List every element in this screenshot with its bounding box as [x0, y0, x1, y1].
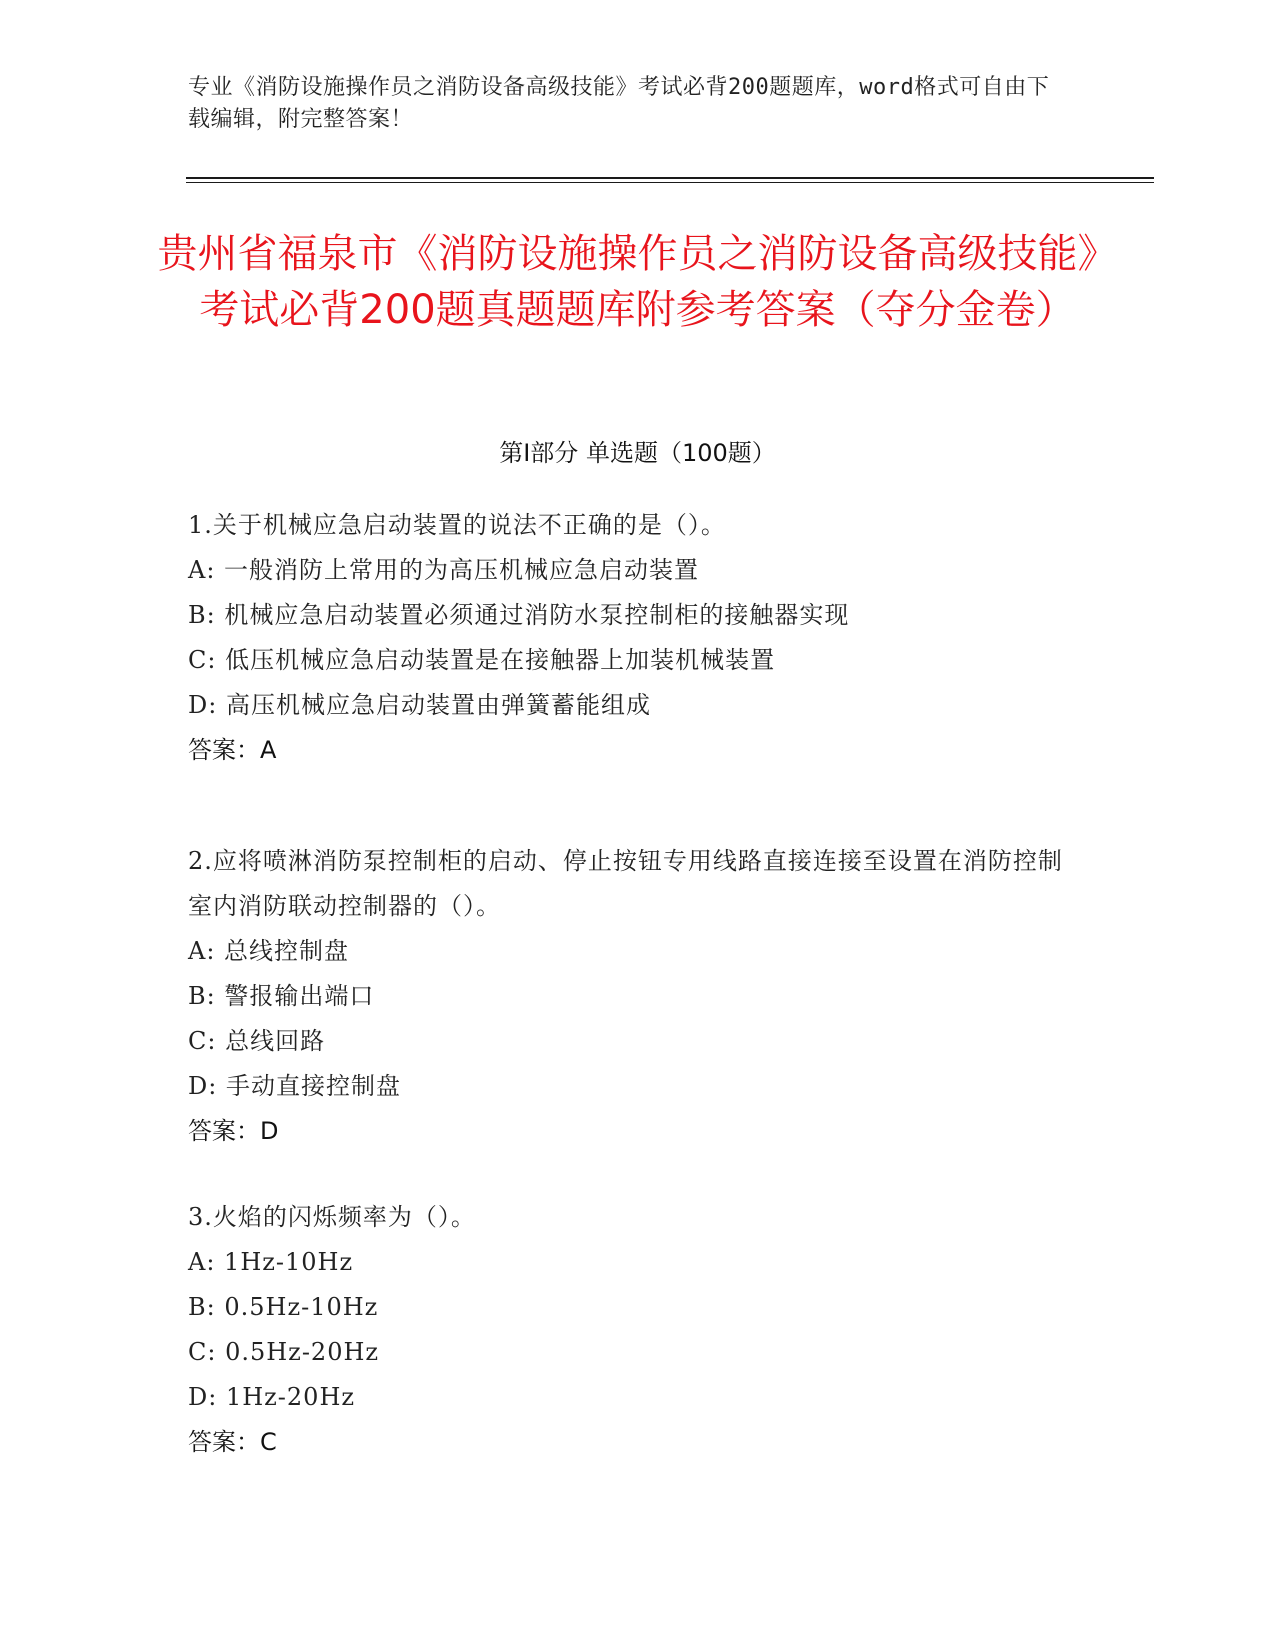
- option-d: D: 手动直接控制盘: [188, 1072, 401, 1100]
- option-a: A: 1Hz-10Hz: [188, 1248, 354, 1276]
- answer-line: 答案：C: [188, 1428, 277, 1456]
- option-a: A: 一般消防上常用的为高压机械应急启动装置: [188, 556, 700, 584]
- option-b: B: 0.5Hz-10Hz: [188, 1293, 379, 1321]
- option-b: B: 警报输出端口: [188, 982, 375, 1010]
- answer-line: 答案：A: [188, 736, 277, 764]
- header-rule-thin: [186, 182, 1154, 183]
- header-rule-thick: [186, 177, 1154, 179]
- question-stem: 2.应将喷淋消防泵控制柜的启动、停止按钮专用线路直接连接至设置在消防控制室内消防联动控制器的（）。: [188, 847, 1063, 920]
- option-a: A: 总线控制盘: [188, 937, 350, 965]
- option-c: C: 总线回路: [188, 1027, 326, 1055]
- question-stem: 1.关于机械应急启动装置的说法不正确的是（）。: [188, 511, 726, 539]
- question-stem: 3.火焰的闪烁频率为（）。: [188, 1203, 476, 1231]
- option-d: D: 1Hz-20Hz: [188, 1383, 356, 1411]
- option-c: C: 0.5Hz-20Hz: [188, 1338, 380, 1366]
- document-title: 贵州省福泉市《消防设施操作员之消防设备高级技能》考试必背200题真题题库附参考答案（夺分金卷）: [157, 231, 1118, 333]
- option-c: C: 低压机械应急启动装置是在接触器上加装机械装置: [188, 646, 776, 674]
- option-d: D: 高压机械应急启动装置由弹簧蓄能组成: [188, 691, 651, 719]
- question-2: [188, 839, 1068, 1154]
- header-note: 专业《消防设施操作员之消防设备高级技能》考试必背200题题库，word格式可自由下载编辑，附完整答案！: [188, 75, 1050, 132]
- answer-line: 答案：D: [188, 1117, 279, 1145]
- option-b: B: 机械应急启动装置必须通过消防水泵控制柜的接触器实现: [188, 601, 850, 629]
- question-3: [188, 1195, 1068, 1465]
- section-heading: 第Ⅰ部分 单选题（100题）: [499, 439, 776, 467]
- question-1: [188, 503, 1068, 773]
